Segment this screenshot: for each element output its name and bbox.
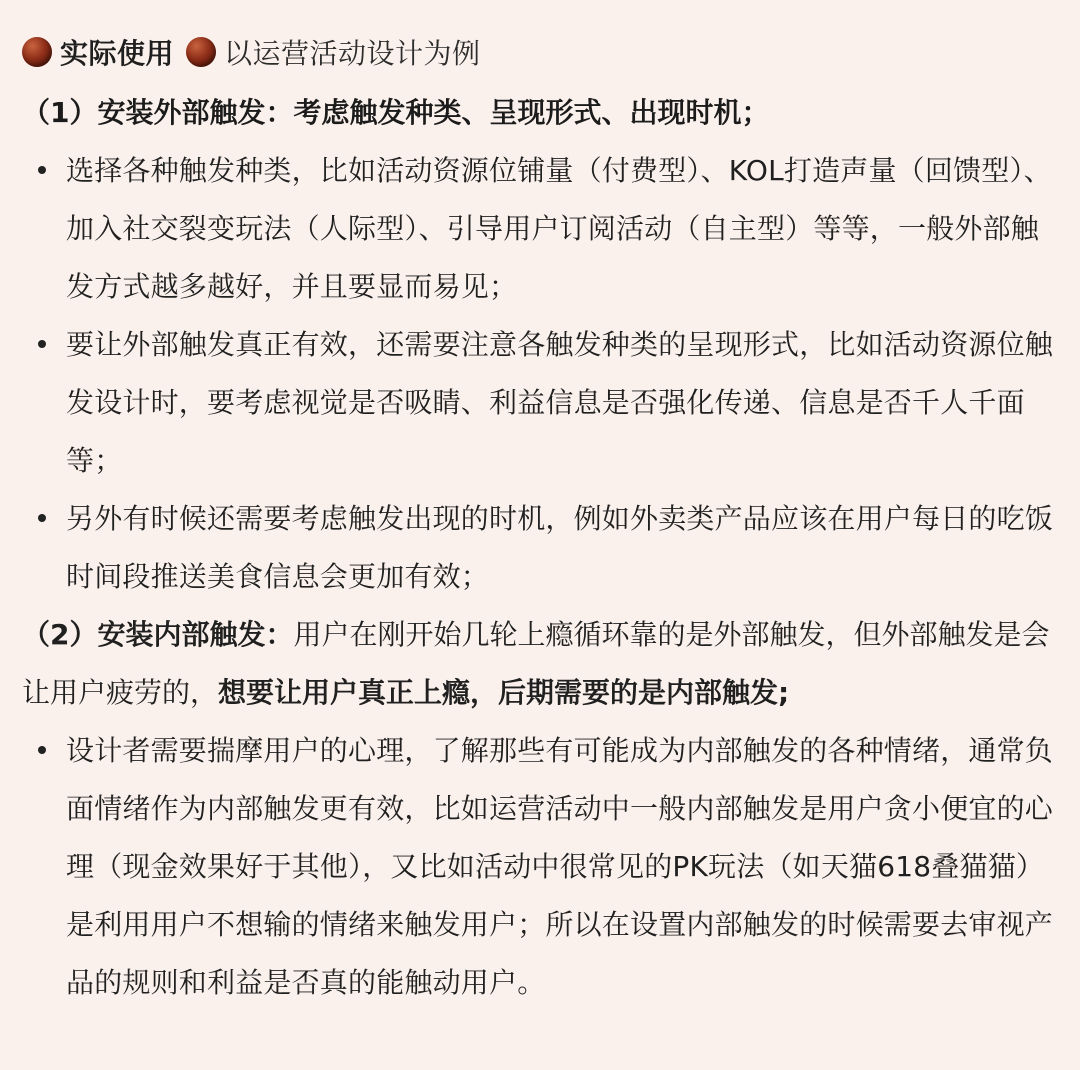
bullet-item [22, 316, 1058, 490]
section-2-heading-emphasis: 想要让用户真正上瘾，后期需要的是内部触发; [218, 676, 790, 709]
bullet-item [22, 722, 1058, 1012]
section-1-heading: （1）安装外部触发：考虑触发种类、呈现形式、出现时机； [22, 96, 770, 129]
title-bold: 实际使用 [60, 37, 175, 70]
bullet-dot-icon [38, 340, 46, 348]
bullet-text: 选择各种触发种类，比如活动资源位铺量（付费型）、KOL打造声量（回馈型）、加入社交裂变玩法（人际型）、引导用户订阅活动（自主型）等等，一般外部触发方式越多越好，并且要显而易见； [66, 154, 1052, 303]
bullet-dot-icon [38, 166, 46, 174]
title-row [22, 30, 1058, 74]
section-2-heading-normal: 用户在刚开始几轮上瘾循环靠的是外部触发，但外部触发是会让用户疲劳的， [22, 618, 1050, 709]
bullet-text: 要让外部触发真正有效，还需要注意各触发种类的呈现形式，比如活动资源位触发设计时，要考虑视觉是否吸睛、利益信息是否强化传递、信息是否千人千面等； [66, 328, 1054, 477]
section-1-bullets [22, 142, 1058, 606]
bullet-text: 设计者需要揣摩用户的心理，了解那些有可能成为内部触发的各种情绪，通常负面情绪作为内部触发更有效，比如运营活动中一般内部触发是用户贪小便宜的心理（现金效果好于其他），又比如活动中很常见的PK玩法（如天猫618叠猫猫）是利用用户不想输的情绪来触发用户；所以在设置内部触发的时候需要去审视产品的规则和利益是否真的能触动用户。 [66, 734, 1054, 999]
bullet-dot-icon [38, 746, 46, 754]
bullet-item [22, 490, 1058, 606]
bullet-item [22, 142, 1058, 316]
title-sub: 以运营活动设计为例 [224, 37, 481, 70]
chestnut-ball-icon [186, 37, 216, 67]
chestnut-ball-icon [22, 37, 52, 67]
section-2-bullets [22, 722, 1058, 1012]
bullet-text: 另外有时候还需要考虑触发出现的时机，例如外卖类产品应该在用户每日的吃饭时间段推送美食信息会更加有效； [66, 502, 1054, 593]
section-2-heading [22, 606, 1058, 722]
section-2-heading-bold: （2）安装内部触发： [22, 618, 294, 651]
bullet-dot-icon [38, 514, 46, 522]
